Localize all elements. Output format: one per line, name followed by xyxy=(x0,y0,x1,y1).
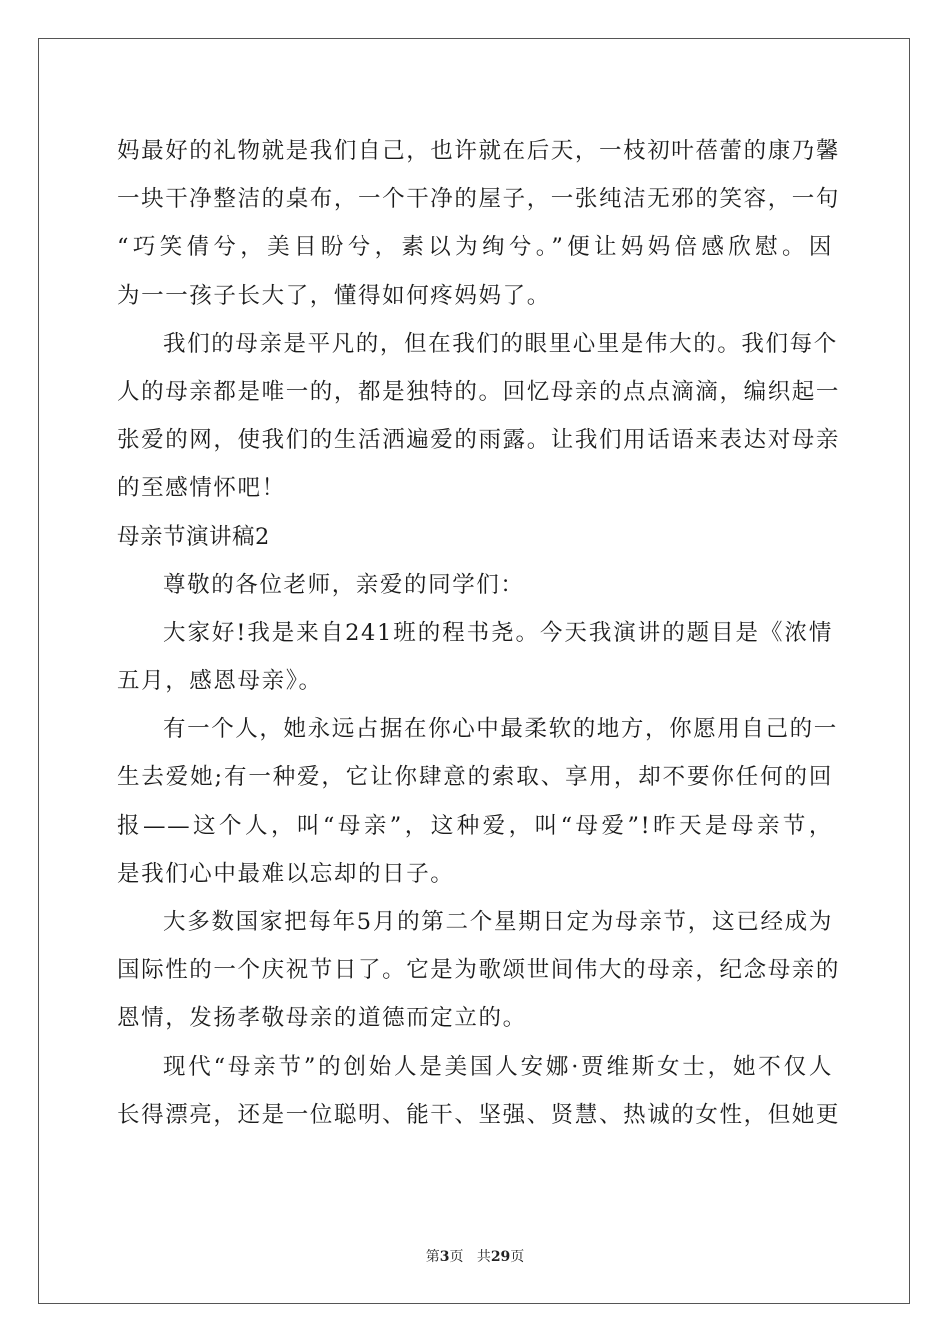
page-footer xyxy=(0,1246,950,1266)
section-heading: 母亲节演讲稿2 xyxy=(117,523,270,550)
text-line: 五月，感恩母亲》。 xyxy=(117,668,323,695)
text-line: 尊敬的各位老师，亲爱的同学们： xyxy=(163,571,525,598)
text-line: 大家好!我是来自241班的程书尧。今天我演讲的题目是《浓情 xyxy=(163,619,833,646)
page-suffix: 页 xyxy=(449,1249,464,1265)
text-line: 张爱的网，使我们的生活洒遍爱的雨露。让我们用话语来表达对母亲 xyxy=(117,427,841,454)
text-line: 妈最好的礼物就是我们自己，也许就在后天，一枝初叶蓓蕾的康乃馨 xyxy=(117,138,841,164)
text-line: 我们的母亲是平凡的，但在我们的眼里心里是伟大的。我们每个 xyxy=(163,330,838,357)
page-prefix: 第 xyxy=(425,1249,440,1265)
total-suffix: 页 xyxy=(510,1249,525,1265)
text-line: 长得漂亮，还是一位聪明、能干、坚强、贤慧、热诚的女性，但她更 xyxy=(117,1101,841,1128)
page-number: 3 xyxy=(439,1249,450,1265)
text-line: 的至感情怀吧！ xyxy=(117,475,286,502)
text-line: 生去爱她;有一种爱，它让你肆意的索取、享用，却不要你任何的回 xyxy=(117,764,833,791)
text-line: 是我们心中最难以忘却的日子。 xyxy=(117,860,455,887)
text-line: 现代“母亲节”的创始人是美国人安娜·贾维斯女士，她不仅人 xyxy=(163,1053,833,1080)
text-line: 恩情，发扬孝敬母亲的道德而定立的。 xyxy=(117,1005,527,1032)
total-pages: 29 xyxy=(490,1249,511,1265)
text-line: 大多数国家把每年5月的第二个星期日定为母亲节，这已经成为 xyxy=(163,909,833,935)
text-line: “巧笑倩兮，美目盼兮，素以为绚兮。”便让妈妈倍感欣慰。因 xyxy=(117,234,833,261)
total-prefix: 共 xyxy=(476,1249,491,1265)
text-line: 报——这个人，叫“母亲”，这种爱，叫“母爱”!昨天是母亲节， xyxy=(117,812,833,839)
text-line: 人的母亲都是唯一的，都是独特的。回忆母亲的点点滴滴，编织起一 xyxy=(117,378,841,405)
text-line: 国际性的一个庆祝节日了。它是为歌颂世间伟大的母亲，纪念母亲的 xyxy=(117,957,841,984)
text-line: 为一一孩子长大了，懂得如何疼妈妈了。 xyxy=(117,282,551,309)
text-line: 有一个人，她永远占据在你心中最柔软的地方，你愿用自己的一 xyxy=(163,716,838,743)
document-body xyxy=(117,127,841,1139)
text-line: 一块干净整洁的桌布，一个干净的屋子，一张纯洁无邪的笑容，一句 xyxy=(117,186,841,213)
